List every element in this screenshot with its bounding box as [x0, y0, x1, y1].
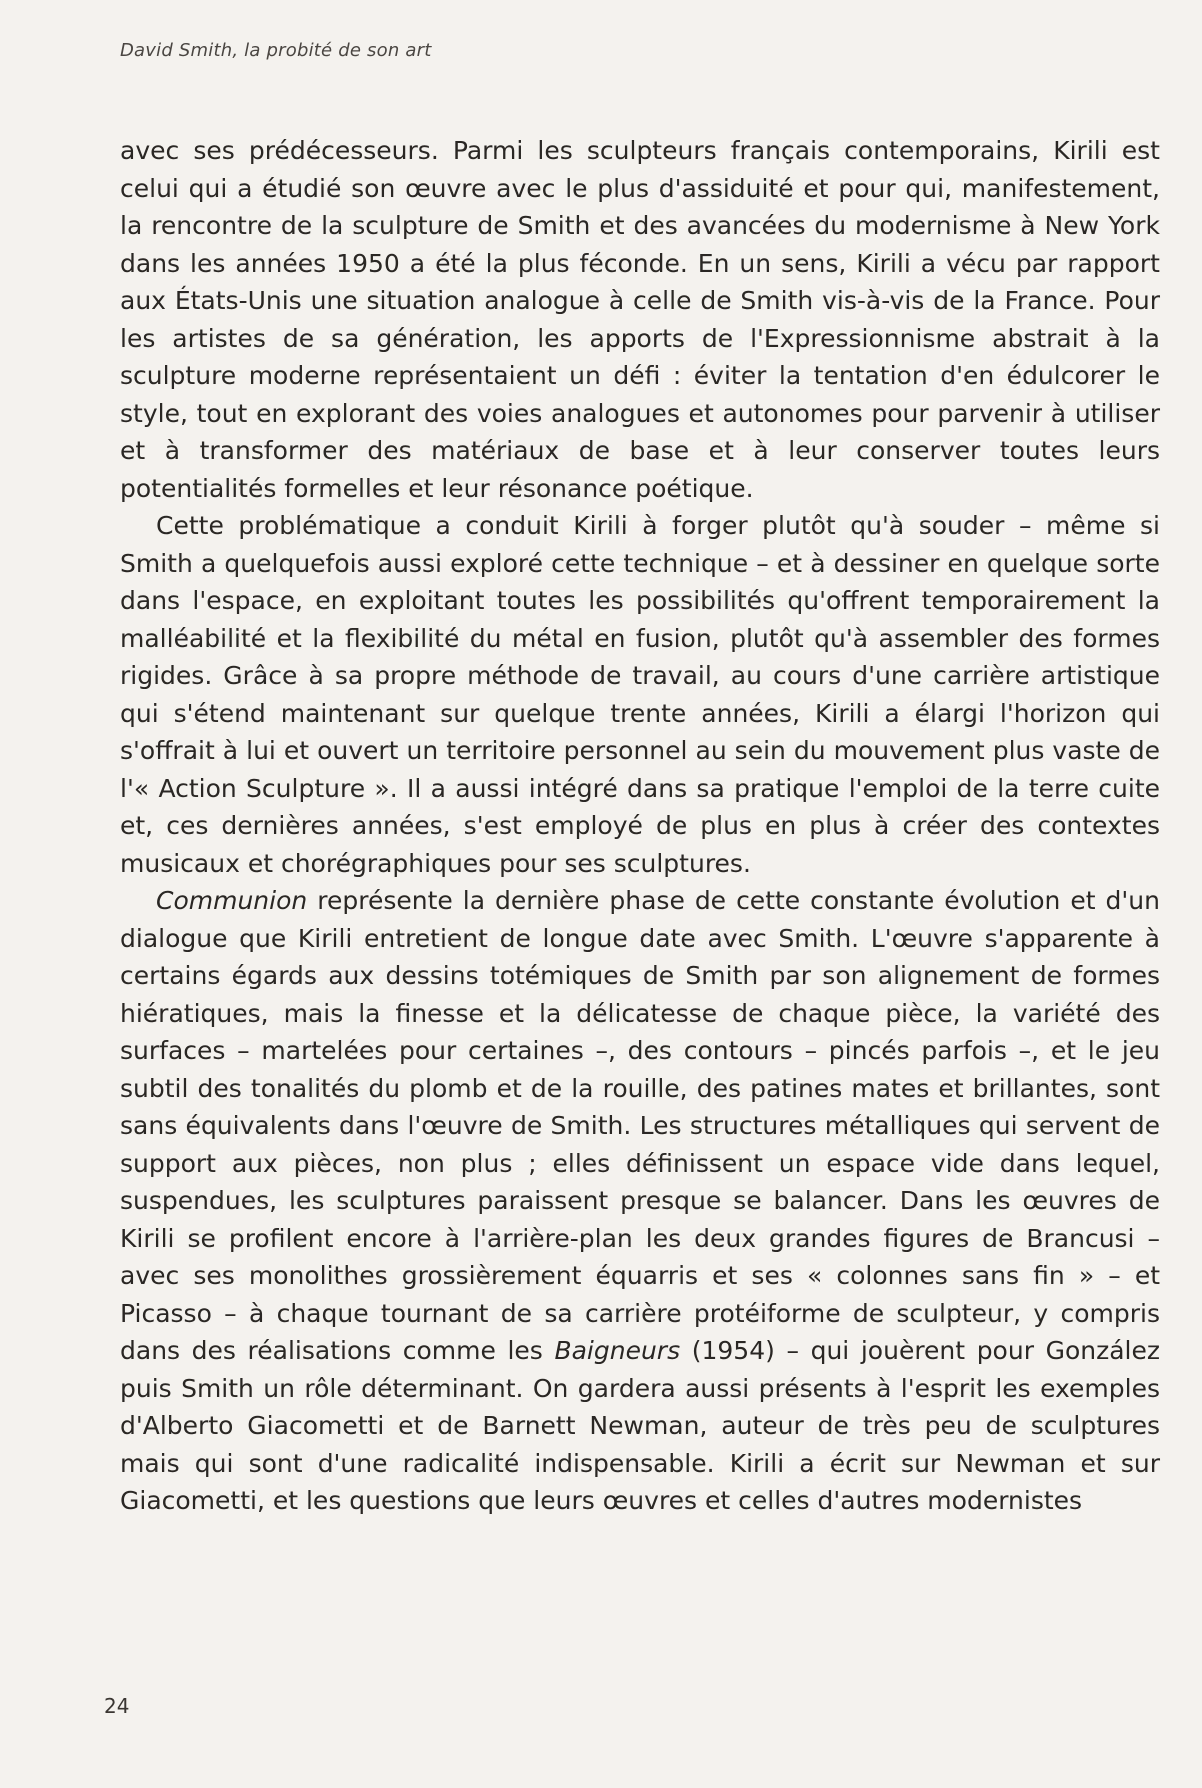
artwork-title-baigneurs: Baigneurs — [554, 1336, 681, 1365]
page-number: 24 — [104, 1694, 130, 1718]
paragraph-1: avec ses prédécesseurs. Parmi les sculpteurs français contemporains, Kirili est celui qui a étudié son œuvre avec le plus d'assiduité et pour qui, manifestement, la rencontre de la sculpture de Smith et des avancées du modernisme à New York dans les années 1950 a été la plus féconde. En un sens, Kirili a vécu par rapport aux États-Unis une situation analogue à celle de Smith vis-à-vis de la France. Pour les artistes de sa génération, les apports de l'Expressionnisme abstrait à la sculpture moderne représentaient un défi : éviter la tentation d'en édulcorer le style, tout en explorant des voies analogues et autonomes pour parvenir à utiliser et à transformer des matériaux de base et à leur conserver toutes leurs potentialités formelles et leur résonance poétique. — [120, 136, 1160, 503]
paragraph-3-text-end: (1954) – qui jouèrent pour González puis Smith un rôle déterminant. On gardera aussi présents à l'esprit les exemples d'Alberto Giacometti et de Barnett Newman, auteur de très peu de sculptures mais qui sont d'une radicalité indispensable. Kirili a écrit sur Newman et sur Giacometti, et les questions que leurs œuvres et celles d'autres modernistes — [120, 1336, 1160, 1515]
body-text — [120, 132, 1160, 1520]
paragraph-3-text: représente la dernière phase de cette constante évolution et d'un dialogue que Kirili entretient de longue date avec Smith. L'œuvre s'apparente à certains égards aux dessins totémiques de Smith par son alignement de formes hiératiques, mais la finesse et la délicatesse de chaque pièce, la variété des surfaces – martelées pour certaines –, des contours – pincés parfois –, et le jeu subtil des tonalités du plomb et de la rouille, des patines mates et brillantes, sont sans équivalents dans l'œuvre de Smith. Les structures métalliques qui servent de support aux pièces, non plus ; elles définissent un espace vide dans lequel, suspendues, les sculptures paraissent presque se balancer. Dans les œuvres de Kirili se profilent encore à l'arrière-plan les deux grandes figures de Brancusi – avec ses monolithes grossièrement équarris et ses « colonnes sans fin » – et Picasso – à chaque tournant de sa carrière protéiforme de sculpteur, y compris dans des réalisations comme les — [120, 886, 1160, 1365]
artwork-title-communion: Communion — [156, 886, 308, 915]
running-head: David Smith, la probité de son art — [120, 40, 432, 61]
paragraph-2: Cette problématique a conduit Kirili à forger plutôt qu'à souder – même si Smith a quelquefois aussi exploré cette technique – et à dessiner en quelque sorte dans l'espace, en exploitant toutes les possibilités qu'offrent temporairement la malléabilité et la flexibilité du métal en fusion, plutôt qu'à assembler des formes rigides. Grâce à sa propre méthode de travail, au cours d'une carrière artistique qui s'étend maintenant sur quelque trente années, Kirili a élargi l'horizon qui s'offrait à lui et ouvert un territoire personnel au sein du mouvement plus vaste de l'« Action Sculpture ». Il a aussi intégré dans sa pratique l'emploi de la terre cuite et, ces dernières années, s'est employé de plus en plus à créer des contextes musicaux et chorégraphiques pour ses sculptures. — [120, 511, 1160, 878]
paragraph-3 — [120, 882, 1160, 1520]
